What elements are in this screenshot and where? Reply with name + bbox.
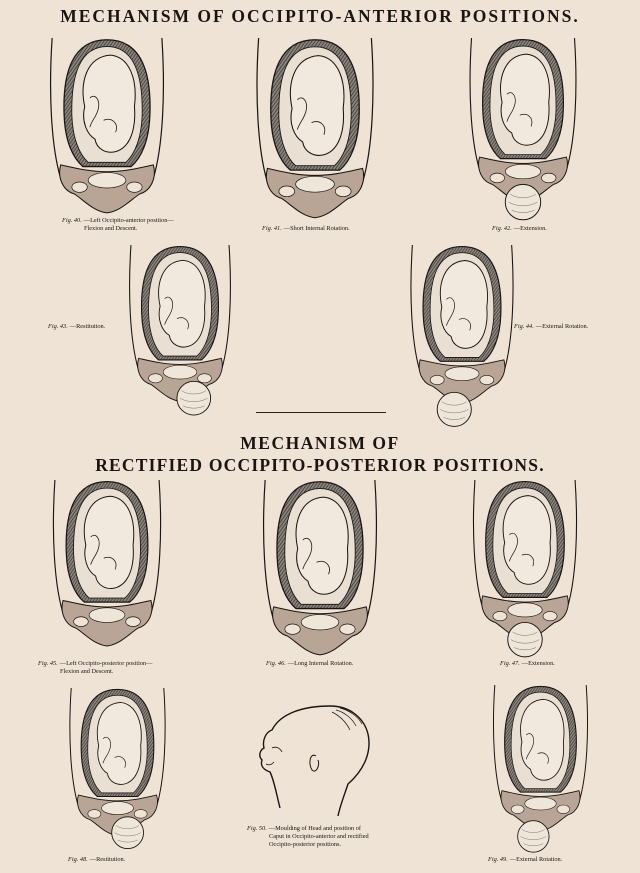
caption-fig-49: Fig. 49. —External Rotation. bbox=[488, 856, 563, 863]
caption-fig-44: Fig. 44. —External Rotation. bbox=[514, 323, 589, 330]
caption-fig-47: Fig. 47. —Extension. bbox=[500, 660, 555, 667]
figure-42-extension bbox=[458, 38, 588, 223]
section-divider bbox=[256, 412, 386, 413]
caption-fig-43: Fig. 43. —Restitution. bbox=[48, 323, 106, 330]
figure-50-head-moulding bbox=[240, 700, 380, 820]
caption-fig-45: Fig. 45. —Left Occipito-posterior position— Flexion and Descent. bbox=[38, 660, 153, 675]
title-mechanism-of: MECHANISM OF bbox=[240, 433, 400, 453]
figure-46-long-internal-rotation bbox=[255, 480, 385, 660]
figure-49-external-rotation bbox=[478, 685, 603, 860]
caption-fig-48: Fig. 48. —Restitution. bbox=[68, 856, 126, 863]
figure-48-restitution bbox=[60, 688, 175, 858]
figure-47-extension bbox=[460, 480, 590, 660]
figure-43-restitution bbox=[115, 245, 245, 425]
caption-fig-41: Fig. 41. —Short Internal Rotation. bbox=[262, 225, 350, 232]
caption-fig-42: Fig. 42. —Extension. bbox=[492, 225, 547, 232]
title-anterior-positions: MECHANISM OF OCCIPITO-ANTERIOR POSITIONS. bbox=[60, 6, 580, 26]
caption-fig-40: Fig. 40. —Left Occipito-anterior position— Flexion and Descent. bbox=[62, 217, 174, 232]
title-rectified-posterior-positions: RECTIFIED OCCIPITO-POSTERIOR POSITIONS. bbox=[95, 455, 545, 475]
caption-fig-46: Fig. 46. —Long Internal Rotation. bbox=[266, 660, 354, 667]
figure-41-short-internal-rotation bbox=[250, 38, 380, 223]
figure-44-external-rotation bbox=[402, 245, 522, 435]
figure-45-flexion-descent bbox=[42, 480, 172, 655]
caption-fig-50: Fig. 50. —Moulding of Head and position of Caput in Occipito-anterior and rectified Occipito-posterior positions. bbox=[247, 825, 369, 848]
figure-40-flexion-descent bbox=[42, 38, 172, 218]
